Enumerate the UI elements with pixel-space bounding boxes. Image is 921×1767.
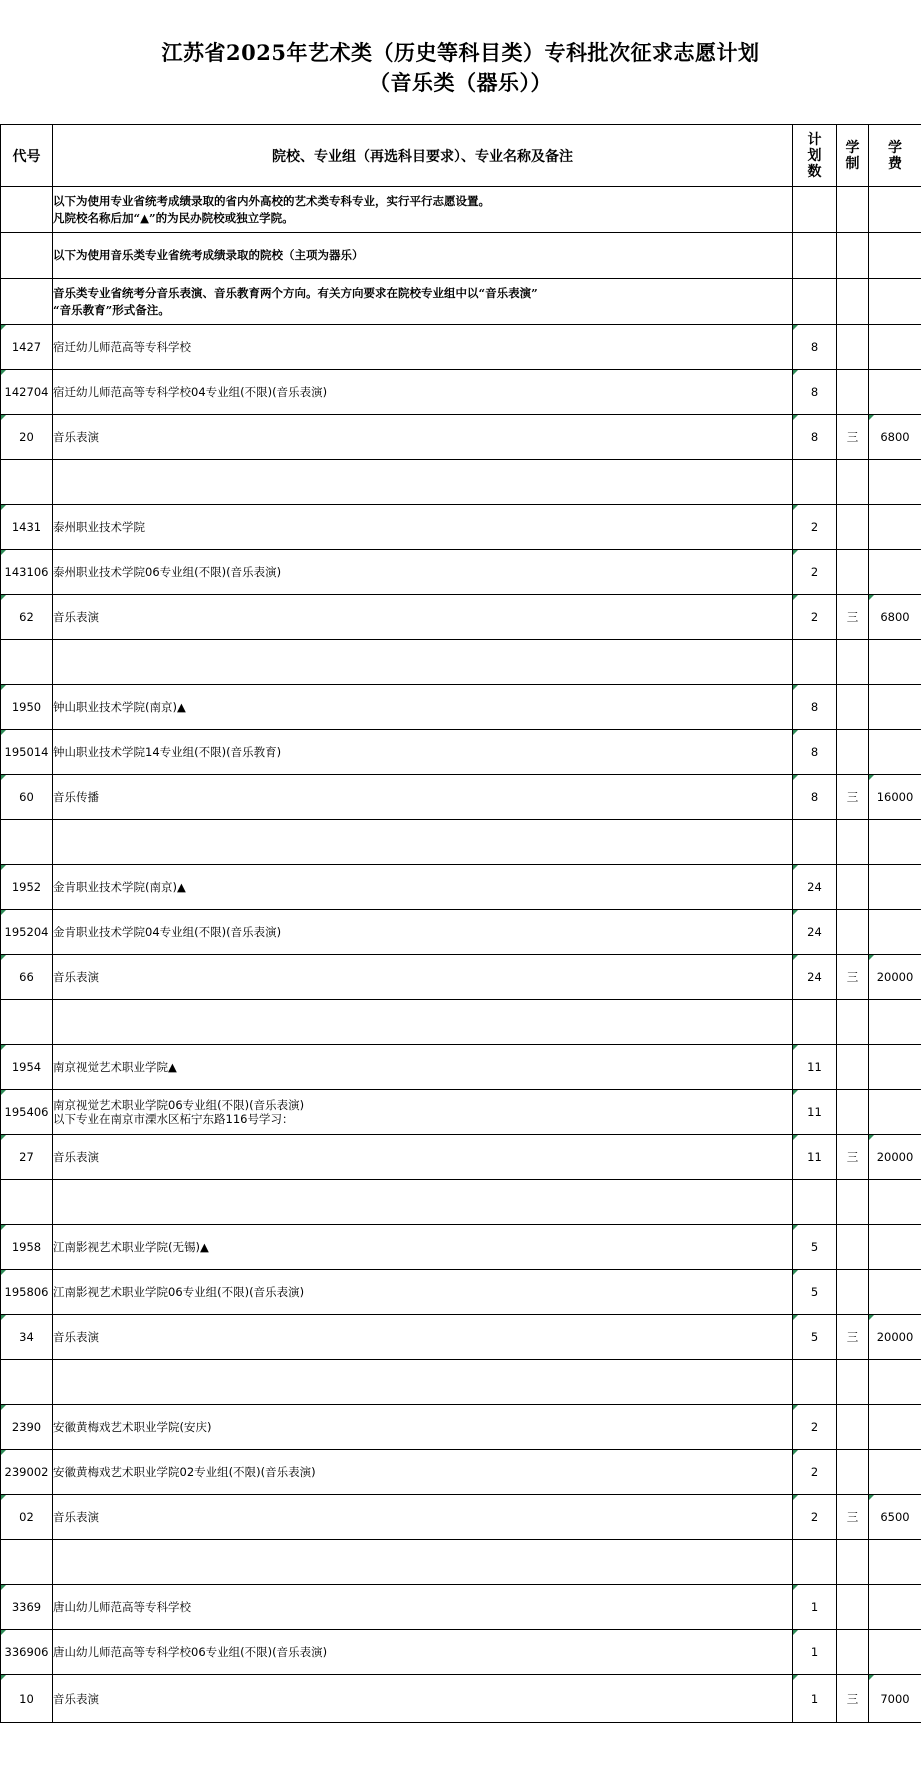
header-plan bbox=[793, 125, 837, 187]
study-years-cell bbox=[837, 640, 869, 685]
plan-count-cell: 1 bbox=[793, 1630, 837, 1675]
tuition-fee-cell bbox=[869, 1270, 921, 1315]
plan-count-cell: 2 bbox=[793, 1495, 837, 1540]
plan-count-cell: 8 bbox=[793, 730, 837, 775]
name-text: 南京视觉艺术职业学院06专业组(不限)(音乐表演) bbox=[53, 1098, 305, 1112]
code-cell: 1952 bbox=[1, 865, 53, 910]
note-empty-cell bbox=[793, 279, 837, 325]
code-cell: 02 bbox=[1, 1495, 53, 1540]
table-row bbox=[1, 550, 921, 595]
header-system-char: 学 bbox=[845, 139, 860, 156]
table-row bbox=[1, 1360, 921, 1405]
name-cell bbox=[53, 1225, 793, 1270]
code-cell: 143106 bbox=[1, 550, 53, 595]
name-text: 安徽黄梅戏艺术职业学院(安庆) bbox=[53, 1420, 212, 1434]
document-subtitle: （音乐类（器乐）） bbox=[369, 70, 552, 95]
tuition-fee-cell bbox=[869, 685, 921, 730]
code-cell: 195406 bbox=[1, 1090, 53, 1135]
enrollment-plan-table bbox=[0, 124, 921, 1723]
plan-count-cell: 2 bbox=[793, 1450, 837, 1495]
name-cell bbox=[53, 1405, 793, 1450]
tuition-fee-cell bbox=[869, 1585, 921, 1630]
plan-count-cell: 11 bbox=[793, 1045, 837, 1090]
plan-count-cell: 24 bbox=[793, 910, 837, 955]
name-cell bbox=[53, 1090, 793, 1135]
study-years-cell bbox=[837, 1180, 869, 1225]
tuition-fee-cell bbox=[869, 1225, 921, 1270]
code-cell: 336906 bbox=[1, 1630, 53, 1675]
name-cell bbox=[53, 685, 793, 730]
name-cell bbox=[53, 1675, 793, 1723]
note-empty-cell bbox=[793, 233, 837, 279]
name-text: 泰州职业技术学院06专业组(不限)(音乐表演) bbox=[53, 565, 282, 579]
study-years-cell bbox=[837, 1270, 869, 1315]
plan-count-cell: 8 bbox=[793, 415, 837, 460]
name-cell bbox=[53, 1180, 793, 1225]
name-cell bbox=[53, 1135, 793, 1180]
code-cell bbox=[1, 460, 53, 505]
name-text: 江南影视艺术职业学院06专业组(不限)(音乐表演) bbox=[53, 1285, 305, 1299]
table-row bbox=[1, 775, 921, 820]
tuition-fee-cell bbox=[869, 1540, 921, 1585]
name-cell bbox=[53, 1450, 793, 1495]
study-years-cell bbox=[837, 370, 869, 415]
plan-count-cell bbox=[793, 640, 837, 685]
study-years-cell bbox=[837, 1225, 869, 1270]
name-cell bbox=[53, 775, 793, 820]
header-fee-char: 学 bbox=[888, 139, 902, 156]
study-years-cell bbox=[837, 1540, 869, 1585]
plan-count-cell: 11 bbox=[793, 1090, 837, 1135]
tuition-fee-cell bbox=[869, 1405, 921, 1450]
plan-count-cell: 8 bbox=[793, 685, 837, 730]
table-row bbox=[1, 1450, 921, 1495]
name-text: 宿迁幼儿师范高等专科学校04专业组(不限)(音乐表演) bbox=[53, 385, 328, 399]
note-empty-cell bbox=[869, 187, 921, 233]
tuition-fee-cell bbox=[869, 370, 921, 415]
plan-count-cell: 24 bbox=[793, 955, 837, 1000]
table-row bbox=[1, 1630, 921, 1675]
name-cell bbox=[53, 640, 793, 685]
header-fee-char: 费 bbox=[888, 155, 902, 172]
name-cell bbox=[53, 1540, 793, 1585]
tuition-fee-cell bbox=[869, 505, 921, 550]
name-cell bbox=[53, 955, 793, 1000]
name-cell bbox=[53, 550, 793, 595]
code-cell: 1427 bbox=[1, 325, 53, 370]
note-line: 以下为使用专业省统考成绩录取的省内外高校的艺术类专科专业，实行平行志愿设置。 bbox=[53, 193, 490, 208]
name-text: 音乐表演 bbox=[53, 1150, 99, 1164]
table-row bbox=[1, 865, 921, 910]
table-row bbox=[1, 1180, 921, 1225]
plan-count-cell: 2 bbox=[793, 550, 837, 595]
code-cell: 142704 bbox=[1, 370, 53, 415]
table-row bbox=[1, 820, 921, 865]
tuition-fee-cell bbox=[869, 730, 921, 775]
header-plan-char: 划 bbox=[807, 147, 822, 164]
name-text: 宿迁幼儿师范高等专科学校 bbox=[53, 340, 191, 354]
name-text: 音乐表演 bbox=[53, 1510, 99, 1524]
table-row bbox=[1, 730, 921, 775]
table-row bbox=[1, 1675, 921, 1723]
name-cell bbox=[53, 505, 793, 550]
plan-count-cell: 8 bbox=[793, 775, 837, 820]
name-cell bbox=[53, 1000, 793, 1045]
note-text bbox=[53, 279, 793, 325]
note-line: 音乐类专业省统考分音乐表演、音乐教育两个方向。有关方向要求在院校专业组中以“音乐表演” bbox=[53, 285, 538, 300]
code-cell: 10 bbox=[1, 1675, 53, 1723]
note-row bbox=[1, 233, 921, 279]
document-title: 江苏省2025年艺术类（历史等科目类）专科批次征求志愿计划 bbox=[161, 40, 760, 65]
code-cell bbox=[1, 1000, 53, 1045]
tuition-fee-cell bbox=[869, 460, 921, 505]
note-empty-cell bbox=[869, 279, 921, 325]
plan-count-cell bbox=[793, 1360, 837, 1405]
table-row bbox=[1, 505, 921, 550]
note-line: 以下为使用音乐类专业省统考成绩录取的院校（主项为器乐） bbox=[53, 248, 364, 262]
name-text: 金肯职业技术学院(南京)▲ bbox=[53, 880, 186, 894]
name-cell bbox=[53, 730, 793, 775]
table-row bbox=[1, 1090, 921, 1135]
study-years-cell: 三 bbox=[837, 1315, 869, 1360]
study-years-cell bbox=[837, 1045, 869, 1090]
name-text: 音乐表演 bbox=[53, 1691, 99, 1706]
plan-count-cell: 24 bbox=[793, 865, 837, 910]
code-cell: 195204 bbox=[1, 910, 53, 955]
code-cell: 1950 bbox=[1, 685, 53, 730]
plan-count-cell: 8 bbox=[793, 370, 837, 415]
name-text: 音乐表演 bbox=[53, 970, 99, 984]
tuition-fee-cell: 6800 bbox=[869, 595, 921, 640]
study-years-cell bbox=[837, 1000, 869, 1045]
name-cell bbox=[53, 1495, 793, 1540]
code-cell: 27 bbox=[1, 1135, 53, 1180]
plan-count-cell: 5 bbox=[793, 1315, 837, 1360]
table-row bbox=[1, 955, 921, 1000]
table-row bbox=[1, 1270, 921, 1315]
table-row bbox=[1, 1315, 921, 1360]
tuition-fee-cell bbox=[869, 1045, 921, 1090]
code-cell bbox=[1, 640, 53, 685]
study-years-cell bbox=[837, 820, 869, 865]
code-cell: 3369 bbox=[1, 1585, 53, 1630]
study-years-cell bbox=[837, 1450, 869, 1495]
name-cell bbox=[53, 910, 793, 955]
name-cell bbox=[53, 1630, 793, 1675]
plan-count-cell bbox=[793, 1000, 837, 1045]
name-cell bbox=[53, 865, 793, 910]
name-text: 钟山职业技术学院14专业组(不限)(音乐教育) bbox=[53, 745, 282, 759]
tuition-fee-cell bbox=[869, 1180, 921, 1225]
code-cell: 66 bbox=[1, 955, 53, 1000]
tuition-fee-cell bbox=[869, 550, 921, 595]
code-cell bbox=[1, 1180, 53, 1225]
tuition-fee-cell: 7000 bbox=[869, 1675, 921, 1723]
name-cell bbox=[53, 1270, 793, 1315]
document-header bbox=[0, 0, 921, 124]
plan-count-cell: 2 bbox=[793, 505, 837, 550]
plan-count-cell: 11 bbox=[793, 1135, 837, 1180]
study-years-cell bbox=[837, 685, 869, 730]
note-row bbox=[1, 187, 921, 233]
name-cell bbox=[53, 820, 793, 865]
study-years-cell bbox=[837, 865, 869, 910]
code-cell: 34 bbox=[1, 1315, 53, 1360]
table-row bbox=[1, 370, 921, 415]
plan-count-cell bbox=[793, 1540, 837, 1585]
table-row bbox=[1, 640, 921, 685]
table-row bbox=[1, 460, 921, 505]
note-code-cell bbox=[1, 233, 53, 279]
name-text: 钟山职业技术学院(南京)▲ bbox=[53, 700, 186, 714]
table-row bbox=[1, 1495, 921, 1540]
name-text: 泰州职业技术学院 bbox=[53, 520, 145, 534]
code-cell: 239002 bbox=[1, 1450, 53, 1495]
note-line: “音乐教育”形式备注。 bbox=[53, 302, 170, 317]
plan-count-cell: 1 bbox=[793, 1585, 837, 1630]
code-cell: 1431 bbox=[1, 505, 53, 550]
header-name: 院校、专业组（再选科目要求）、专业名称及备注 bbox=[53, 125, 793, 187]
name-text: 音乐表演 bbox=[53, 430, 99, 444]
study-years-cell bbox=[837, 1585, 869, 1630]
name-cell bbox=[53, 370, 793, 415]
plan-count-cell: 2 bbox=[793, 595, 837, 640]
table-row bbox=[1, 1225, 921, 1270]
note-empty-cell bbox=[837, 279, 869, 325]
study-years-cell bbox=[837, 505, 869, 550]
tuition-fee-cell bbox=[869, 1090, 921, 1135]
study-years-cell: 三 bbox=[837, 1135, 869, 1180]
note-row bbox=[1, 279, 921, 325]
name-cell bbox=[53, 1360, 793, 1405]
table-header-row bbox=[1, 125, 921, 187]
study-years-cell bbox=[837, 325, 869, 370]
table-row bbox=[1, 415, 921, 460]
note-line: 凡院校名称后加“▲”的为民办院校或独立学院。 bbox=[53, 210, 294, 225]
name-text: 音乐传播 bbox=[53, 790, 99, 804]
study-years-cell: 三 bbox=[837, 775, 869, 820]
code-cell bbox=[1, 1360, 53, 1405]
code-cell: 20 bbox=[1, 415, 53, 460]
study-years-cell: 三 bbox=[837, 1675, 869, 1723]
table-row bbox=[1, 1135, 921, 1180]
tuition-fee-cell bbox=[869, 325, 921, 370]
study-years-cell: 三 bbox=[837, 1495, 869, 1540]
note-text bbox=[53, 233, 793, 279]
name-cell bbox=[53, 460, 793, 505]
tuition-fee-cell bbox=[869, 1630, 921, 1675]
name-remark-text: 以下专业在南京市溧水区柘宁东路116号学习： bbox=[53, 1112, 294, 1126]
name-text: 金肯职业技术学院04专业组(不限)(音乐表演) bbox=[53, 925, 282, 939]
name-text: 安徽黄梅戏艺术职业学院02专业组(不限)(音乐表演) bbox=[53, 1465, 316, 1479]
tuition-fee-cell bbox=[869, 865, 921, 910]
tuition-fee-cell: 20000 bbox=[869, 955, 921, 1000]
study-years-cell bbox=[837, 1360, 869, 1405]
tuition-fee-cell bbox=[869, 1450, 921, 1495]
note-empty-cell bbox=[793, 187, 837, 233]
code-cell bbox=[1, 1540, 53, 1585]
name-cell bbox=[53, 1045, 793, 1090]
header-plan-char: 计 bbox=[807, 131, 822, 148]
tuition-fee-cell: 16000 bbox=[869, 775, 921, 820]
study-years-cell bbox=[837, 460, 869, 505]
note-empty-cell bbox=[869, 233, 921, 279]
name-text: 唐山幼儿师范高等专科学校 bbox=[53, 1600, 191, 1614]
name-text: 音乐表演 bbox=[53, 610, 99, 624]
table-row bbox=[1, 910, 921, 955]
plan-count-cell: 5 bbox=[793, 1225, 837, 1270]
header-system-char: 制 bbox=[845, 155, 860, 172]
table-row bbox=[1, 1000, 921, 1045]
note-code-cell bbox=[1, 187, 53, 233]
tuition-fee-cell bbox=[869, 1000, 921, 1045]
header-plan-char: 数 bbox=[807, 163, 822, 180]
code-cell: 2390 bbox=[1, 1405, 53, 1450]
tuition-fee-cell bbox=[869, 910, 921, 955]
code-cell: 62 bbox=[1, 595, 53, 640]
tuition-fee-cell bbox=[869, 820, 921, 865]
name-text: 唐山幼儿师范高等专科学校06专业组(不限)(音乐表演) bbox=[53, 1645, 328, 1659]
tuition-fee-cell: 20000 bbox=[869, 1315, 921, 1360]
plan-count-cell: 5 bbox=[793, 1270, 837, 1315]
table-row bbox=[1, 685, 921, 730]
study-years-cell: 三 bbox=[837, 955, 869, 1000]
table-row bbox=[1, 1045, 921, 1090]
name-text: 音乐表演 bbox=[53, 1330, 99, 1344]
table-row bbox=[1, 1540, 921, 1585]
plan-count-cell bbox=[793, 1180, 837, 1225]
header-code: 代号 bbox=[1, 125, 53, 187]
study-years-cell bbox=[837, 550, 869, 595]
code-cell: 60 bbox=[1, 775, 53, 820]
study-years-cell bbox=[837, 1630, 869, 1675]
header-fee bbox=[869, 125, 921, 187]
note-empty-cell bbox=[837, 233, 869, 279]
note-empty-cell bbox=[837, 187, 869, 233]
plan-count-cell: 2 bbox=[793, 1405, 837, 1450]
study-years-cell bbox=[837, 1090, 869, 1135]
name-cell bbox=[53, 595, 793, 640]
study-years-cell bbox=[837, 730, 869, 775]
study-years-cell: 三 bbox=[837, 415, 869, 460]
table-row bbox=[1, 325, 921, 370]
note-code-cell bbox=[1, 279, 53, 325]
code-cell bbox=[1, 820, 53, 865]
plan-count-cell: 8 bbox=[793, 325, 837, 370]
name-cell bbox=[53, 325, 793, 370]
code-cell: 195806 bbox=[1, 1270, 53, 1315]
table-row bbox=[1, 1585, 921, 1630]
plan-count-cell bbox=[793, 460, 837, 505]
header-system bbox=[837, 125, 869, 187]
plan-count-cell: 1 bbox=[793, 1675, 837, 1723]
note-text bbox=[53, 187, 793, 233]
name-text: 江南影视艺术职业学院(无锡)▲ bbox=[53, 1240, 209, 1254]
tuition-fee-cell: 6800 bbox=[869, 415, 921, 460]
name-cell bbox=[53, 415, 793, 460]
tuition-fee-cell bbox=[869, 640, 921, 685]
tuition-fee-cell: 6500 bbox=[869, 1495, 921, 1540]
study-years-cell bbox=[837, 1405, 869, 1450]
study-years-cell: 三 bbox=[837, 595, 869, 640]
plan-count-cell bbox=[793, 820, 837, 865]
code-cell: 1958 bbox=[1, 1225, 53, 1270]
name-cell bbox=[53, 1585, 793, 1630]
name-cell bbox=[53, 1315, 793, 1360]
code-cell: 1954 bbox=[1, 1045, 53, 1090]
code-cell: 195014 bbox=[1, 730, 53, 775]
tuition-fee-cell: 20000 bbox=[869, 1135, 921, 1180]
table-row bbox=[1, 595, 921, 640]
tuition-fee-cell bbox=[869, 1360, 921, 1405]
study-years-cell bbox=[837, 910, 869, 955]
name-text: 南京视觉艺术职业学院▲ bbox=[53, 1060, 177, 1074]
table-row bbox=[1, 1405, 921, 1450]
